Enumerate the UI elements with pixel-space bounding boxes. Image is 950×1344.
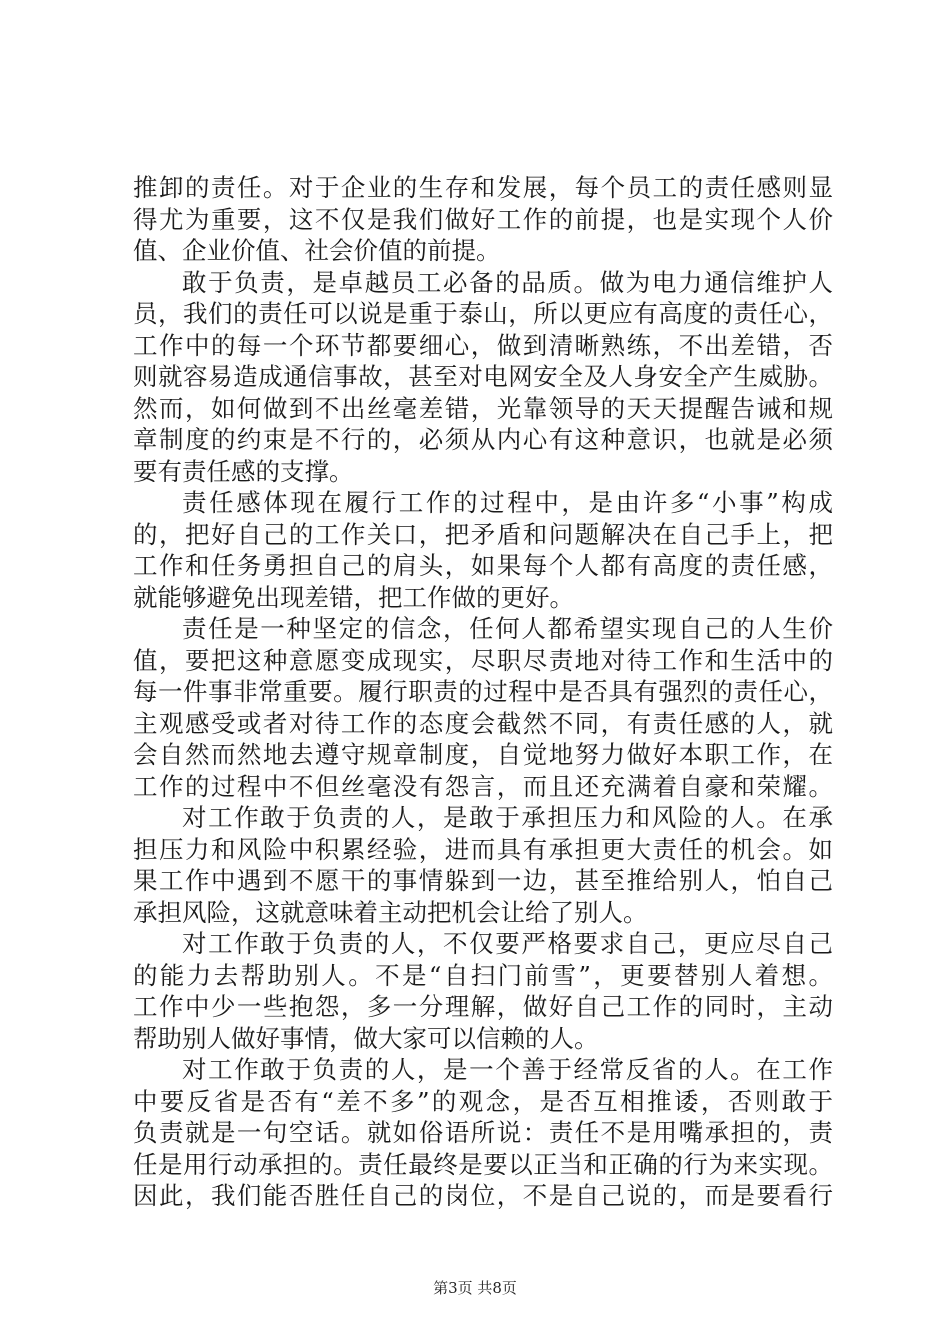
text-line: 负责就是一句空话。就如俗语所说：责任不是用嘴承担的，责 bbox=[133, 1118, 833, 1147]
text-line: 的，把好自己的工作关口，把矛盾和问题解决在自己手上，把 bbox=[133, 519, 833, 549]
text-line: 中要反省是否有“差不多”的观念，是否互相推诿，否则敢于 bbox=[133, 1086, 833, 1116]
text-line: 会自然而然地去遵守规章制度，自觉地努力做好本职工作，在 bbox=[133, 740, 833, 769]
text-line: 责任是一种坚定的信念，任何人都希望实现自己的人生价 bbox=[182, 614, 833, 643]
text-line: 责任感体现在履行工作的过程中，是由许多“小事”构成 bbox=[182, 488, 833, 517]
text-line: 因此，我们能否胜任自己的岗位，不是自己说的，而是要看行 bbox=[133, 1181, 833, 1210]
text-line: 工作的过程中不但丝毫没有怨言，而且还充满着自豪和荣耀。 bbox=[133, 771, 833, 801]
text-line: 值，要把这种意愿变成现实，尽职尽责地对待工作和生活中的 bbox=[133, 645, 833, 675]
text-line: 章制度的约束是不行的，必须从内心有这种意识，也就是必须 bbox=[133, 425, 833, 454]
text-line: 对工作敢于负责的人，是敢于承担压力和风险的人。在承 bbox=[182, 803, 833, 832]
text-line: 帮助别人做好事情，做大家可以信赖的人。 bbox=[133, 1023, 599, 1053]
page-number-footer: 第3页 共8页 bbox=[433, 1279, 517, 1297]
text-line: 每一件事非常重要。履行职责的过程中是否具有强烈的责任心， bbox=[133, 677, 833, 706]
text-line: 就能够避免出现差错，把工作做的更好。 bbox=[133, 582, 574, 612]
text-line: 任是用行动承担的。责任最终是要以正当和正确的行为来实现。 bbox=[133, 1149, 833, 1179]
text-line: 要有责任感的支撑。 bbox=[133, 456, 354, 486]
text-line: 得尤为重要，这不仅是我们做好工作的前提，也是实现个人价 bbox=[133, 204, 833, 234]
text-line: 推卸的责任。对于企业的生存和发展，每个员工的责任感则显 bbox=[133, 173, 833, 202]
text-line: 员，我们的责任可以说是重于泰山，所以更应有高度的责任心， bbox=[133, 299, 833, 328]
text-line: 对工作敢于负责的人，不仅要严格要求自己，更应尽自己 bbox=[182, 929, 833, 958]
document-body bbox=[133, 172, 833, 1212]
text-line: 工作和任务勇担自己的肩头，如果每个人都有高度的责任感， bbox=[133, 551, 833, 580]
text-line: 值、企业价值、社会价值的前提。 bbox=[133, 236, 501, 265]
text-line: 则就容易造成通信事故，甚至对电网安全及人身安全产生威胁。 bbox=[133, 362, 833, 391]
text-line: 对工作敢于负责的人，是一个善于经常反省的人。在工作 bbox=[182, 1055, 833, 1084]
text-line: 主观感受或者对待工作的态度会截然不同，有责任感的人，就 bbox=[133, 708, 833, 738]
text-line: 承担风险，这就意味着主动把机会让给了别人。 bbox=[133, 897, 648, 927]
text-line: 担压力和风险中积累经验，进而具有承担更大责任的机会。如 bbox=[133, 834, 833, 864]
text-line: 果工作中遇到不愿干的事情躲到一边，甚至推给别人，怕自己 bbox=[133, 866, 833, 895]
text-line: 工作中的每一个环节都要细心，做到清晰熟练，不出差错，否 bbox=[133, 330, 833, 360]
text-line: 工作中少一些抱怨，多一分理解，做好自己工作的同时，主动 bbox=[133, 992, 833, 1021]
text-line: 敢于负责，是卓越员工必备的品质。做为电力通信维护人 bbox=[182, 267, 833, 297]
text-line: 然而，如何做到不出丝毫差错，光靠领导的天天提醒告诫和规 bbox=[133, 393, 833, 423]
text-line: 的能力去帮助别人。不是“自扫门前雪”，更要替别人着想。 bbox=[133, 960, 833, 990]
